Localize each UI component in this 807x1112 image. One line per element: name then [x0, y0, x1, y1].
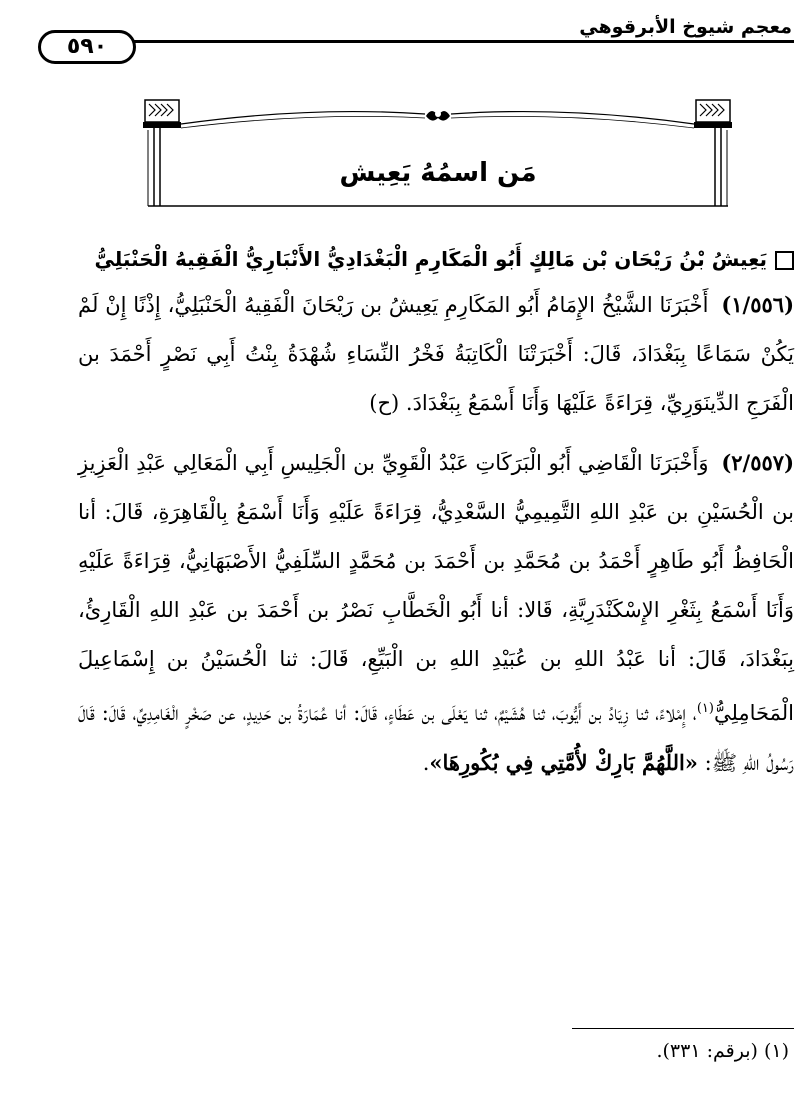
book-title: معجم شيوخ الأبرقوهي — [579, 16, 792, 38]
narration-text: أَخْبَرَنَا الشَّيْخُ الإِمَامُ أَبُو المَكَارِمِ يَعِيشُ بن رَيْحَانَ الْفَقِيهُ الْحَنْبَلِيُّ، إِذْنًا إِنْ لَمْ يَكُنْ سَمَاعًا بِبَغْدَادَ، قَالَ: أَخْبَرَتْنَا الْكَاتِبَةُ فَخْرُ النِّسَاءِ شُهْدَةُ بِنْتُ أَبِي نَصْرٍ أَحْمَدَ بن الْفَرَجِ الدِّينَوَرِيِّ، قِرَاءَةً عَلَيْهَا وَأَنَا أَسْمَعُ بِبَغْدَادَ. (ح) — [78, 293, 794, 415]
footnote: (١) (برقم: ٣٣١). — [656, 1040, 789, 1062]
reference-number: (١/٥٥٦) — [721, 292, 794, 317]
reference-number: (٢/٥٥٧) — [721, 450, 794, 475]
entry-heading — [78, 240, 794, 278]
narration-text-continued: ، إِمْلاءً، ثنا زِيَادُ بن أَيُّوبَ، ثنا هُشَيْمٌ، ثنا يَعْلَى بن عَطَاءٍ، قَالَ: أنا عُمَارَةُ بن حَدِيدٍ، عن صَخْرٍ الْغَامِدِيِّ، قَالَ: قَالَ رَسُولُ اللهِ ﷺ: — [78, 701, 794, 775]
footnote-marker: (١) — [696, 701, 714, 716]
hadith-quote: «اللَّهُمَّ بَارِكْ لأُمَّتِي فِي بُكُورِهَا» — [429, 750, 698, 775]
narration-paragraph-2 — [78, 438, 794, 788]
section-banner — [140, 96, 736, 211]
page-number: ٥٩٠ — [38, 30, 136, 64]
section-title: مَن اسمُهُ يَعِيش — [339, 158, 537, 188]
narration-paragraph-1 — [78, 280, 794, 428]
narration-text: وَأَخْبَرَنَا الْقَاضِي أَبُو الْبَرَكَاتِ عَبْدُ الْقَوِيِّ بن الْجَلِيسِ أَبِي الْمَعَالِي عَبْدِ الْعَزِيزِ بن الْحُسَيْنِ بن عَبْدِ اللهِ التَّمِيمِيُّ السَّعْدِيُّ، قِرَاءَةً عَلَيْهِ وَأَنَا أَسْمَعُ بِالْقَاهِرَةِ، قَالَ: أنا الْحَافِظُ أَبُو طَاهِرٍ أَحْمَدُ بن مُحَمَّدِ بن أَحْمَدَ بن مُحَمَّدٍ السِّلَفِيُّ الأَصْبَهَانِيُّ، قِرَاءَةً عَلَيْهِ وَأَنَا أَسْمَعُ بِثَغْرِ الإِسْكَنْدَرِيَّةِ، قَالا: أنا أَبُو الْخَطَّابِ نَصْرُ بن أَحْمَدَ بن عَبْدِ اللهِ الْقَارِئُ، بِبَغْدَادَ، قَالَ: أنا عَبْدُ اللهِ بن عُبَيْدِ اللهِ بن الْبَيِّعِ، قَالَ: ثنا الْحُسَيْنُ بن إِسْمَاعِيلَ الْمَحَامِلِيُّ — [78, 451, 794, 725]
entry-heading-text: يَعِيشُ بْنُ رَيْحَان بْن مَالِكٍ أَبُو الْمَكَارِمِ الْبَغْدَادِيُّ الأَنْبَارِيُّ الْفَقِيهُ الْحَنْبَلِيُّ — [94, 247, 767, 271]
banner-frame-ornament — [140, 96, 736, 211]
narration-end: . — [422, 751, 430, 775]
footnote-divider — [572, 1028, 794, 1029]
page-header — [24, 10, 794, 59]
main-content — [78, 240, 794, 788]
checkbox-square-icon — [775, 251, 794, 270]
header-rule — [134, 40, 794, 43]
